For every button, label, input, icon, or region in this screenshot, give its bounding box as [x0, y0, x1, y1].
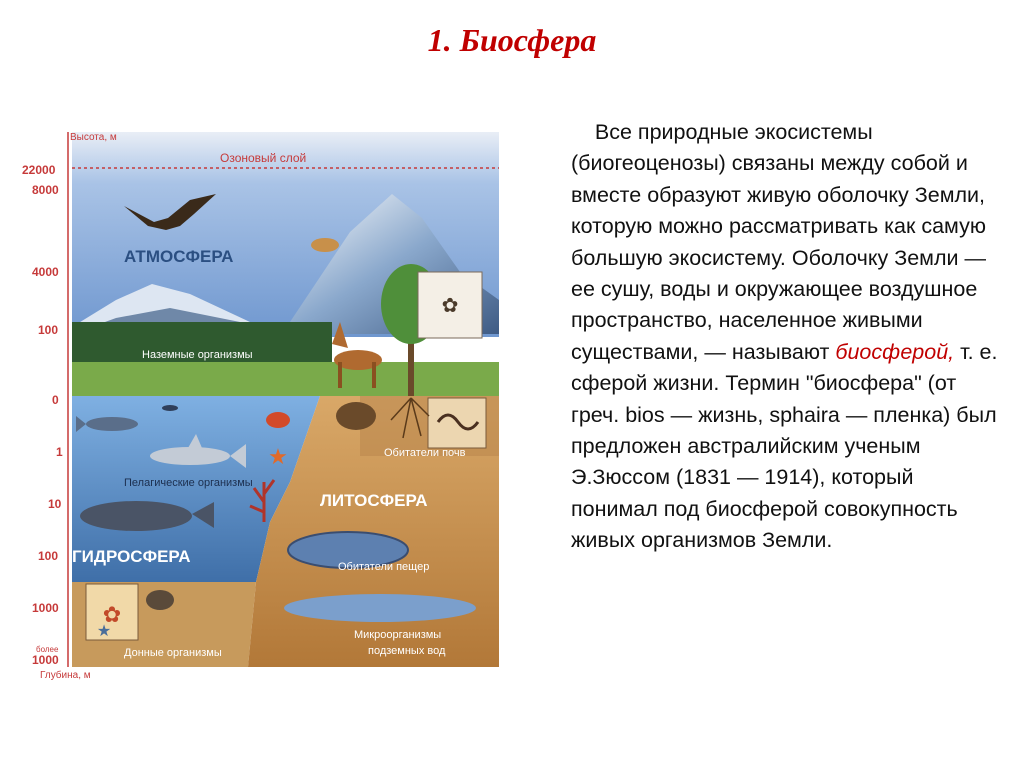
biosphere-term: биосферой,	[835, 339, 955, 364]
groundwater	[284, 594, 476, 622]
slide-title: 1. Биосфера	[427, 22, 597, 58]
crab-icon	[266, 412, 290, 428]
tick-22000: 22000	[22, 163, 56, 177]
axis-bottom-label: Глубина, м	[40, 670, 91, 681]
cave-dwellers-label: Обитатели пещер	[338, 561, 430, 573]
svg-text:✿: ✿	[102, 602, 122, 627]
pelagic-label: Пелагические организмы	[124, 477, 253, 489]
atmosphere-label: АТМОСФЕРА	[124, 247, 234, 266]
hydrosphere-label: ГИДРОСФЕРА	[72, 547, 191, 566]
ray-icon	[146, 590, 174, 610]
goat-icon	[311, 238, 339, 252]
mole-icon	[336, 402, 376, 430]
tick-1000: 1000	[32, 601, 59, 615]
tick-4000: 4000	[32, 265, 59, 279]
grass-strip	[72, 362, 499, 396]
body-part-1: Все природные экосистемы (биогеоценозы) связаны между собой и вместе образуют живую оболочку Земли, которую можно рассматривать как самую большую экосистему. Оболочку Земли — ее сушу, воды и окружающее воздушное пространство, населенное живыми существами, — называют	[571, 120, 986, 364]
tick-more-label: более	[36, 645, 59, 654]
fish-icon	[86, 417, 138, 431]
bottom-organisms-label: Донные организмы	[124, 647, 222, 659]
soil-dwellers-label: Обитатели почв	[384, 447, 466, 459]
tick-more-1000: 1000	[32, 653, 59, 667]
starfish-bottom-icon: ★	[96, 623, 112, 640]
tick-100-alt: 100	[38, 323, 59, 337]
starfish-icon: ★	[268, 444, 288, 469]
microorganisms-label: Микроорганизмы	[354, 629, 442, 641]
body-text	[571, 117, 1001, 557]
body-paragraph	[571, 117, 1001, 557]
svg-text:✿: ✿	[441, 295, 459, 317]
groundwater-label: подземных вод	[368, 645, 446, 657]
biosphere-diagram	[20, 122, 500, 688]
tick-0: 0	[52, 393, 59, 407]
tick-8000: 8000	[32, 183, 59, 197]
ozone-label: Озоновый слой	[220, 151, 307, 165]
tick-1: 1	[56, 445, 63, 459]
axis-top-label: Высота, м	[70, 132, 117, 143]
land-organisms-label: Наземные организмы	[142, 349, 253, 361]
tick-10: 10	[48, 497, 62, 511]
lithosphere-label: ЛИТОСФЕРА	[320, 491, 428, 510]
body-part-2: т. е. сферой жизни. Термин "биосфера" (от греч. bios — жизнь, sphaira — пленка) был предложен австралийским ученым Э.Зюссом (1831 — 1914), который понимал под биосферой совокупность живых организмов Земли.	[571, 339, 998, 553]
tick-100-depth: 100	[38, 549, 59, 563]
fish-icon-2	[162, 405, 178, 411]
